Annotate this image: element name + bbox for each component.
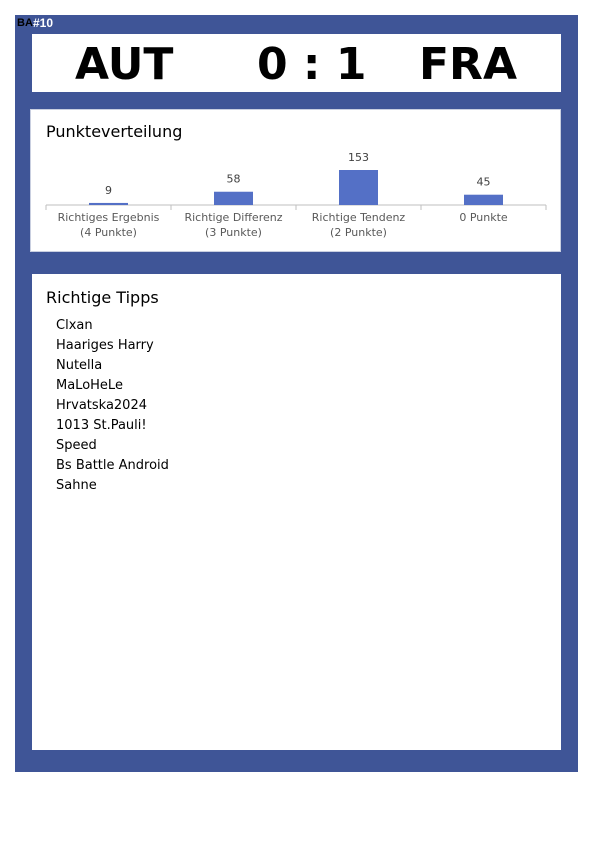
home-team: AUT — [75, 39, 174, 90]
category-tick-label: (2 Punkte) — [330, 226, 387, 239]
bar — [214, 192, 253, 205]
category-tick-label: (3 Punkte) — [205, 226, 262, 239]
bar — [464, 195, 503, 205]
bar-data-label: 45 — [476, 175, 491, 189]
bar — [339, 170, 378, 205]
header-tag-left: BA — [17, 17, 33, 29]
category-tick-label: Richtige Tendenz — [311, 211, 406, 224]
header-tag-right: #10 — [33, 16, 54, 30]
tips-title: Richtige Tipps — [46, 288, 159, 307]
tip-name-item: MaLoHeLe — [56, 378, 123, 393]
category-tick-label: Richtige Differenz — [184, 211, 283, 224]
bar-data-label: 58 — [226, 172, 241, 186]
tip-name-item: Hrvatska2024 — [56, 398, 147, 413]
tip-name-item: Clxan — [56, 318, 93, 333]
tip-name-item: Nutella — [56, 358, 103, 373]
away-team: FRA — [419, 39, 517, 90]
tip-name-item: Haariges Harry — [56, 338, 154, 353]
score-panel — [32, 34, 561, 92]
category-tick-label: Richtiges Ergebnis — [57, 211, 160, 224]
tip-name-item: Speed — [56, 438, 97, 453]
category-tick-label: (4 Punkte) — [80, 226, 137, 239]
match-score: 0 : 1 — [257, 39, 367, 90]
chart-title: Punkteverteilung — [46, 122, 183, 141]
tip-name-item: Bs Battle Android — [56, 458, 169, 473]
correct-tips-panel — [32, 274, 561, 750]
tip-name-item: 1013 St.Pauli! — [56, 418, 147, 433]
points-chart-panel — [30, 109, 561, 252]
bar — [89, 203, 128, 205]
category-tick-label: 0 Punkte — [459, 211, 508, 224]
tips-list — [56, 316, 169, 496]
points-bar-chart — [31, 110, 562, 253]
bar-data-label: 153 — [348, 151, 369, 164]
bar-data-label: 9 — [105, 183, 112, 197]
tip-name-item: Sahne — [56, 478, 97, 493]
